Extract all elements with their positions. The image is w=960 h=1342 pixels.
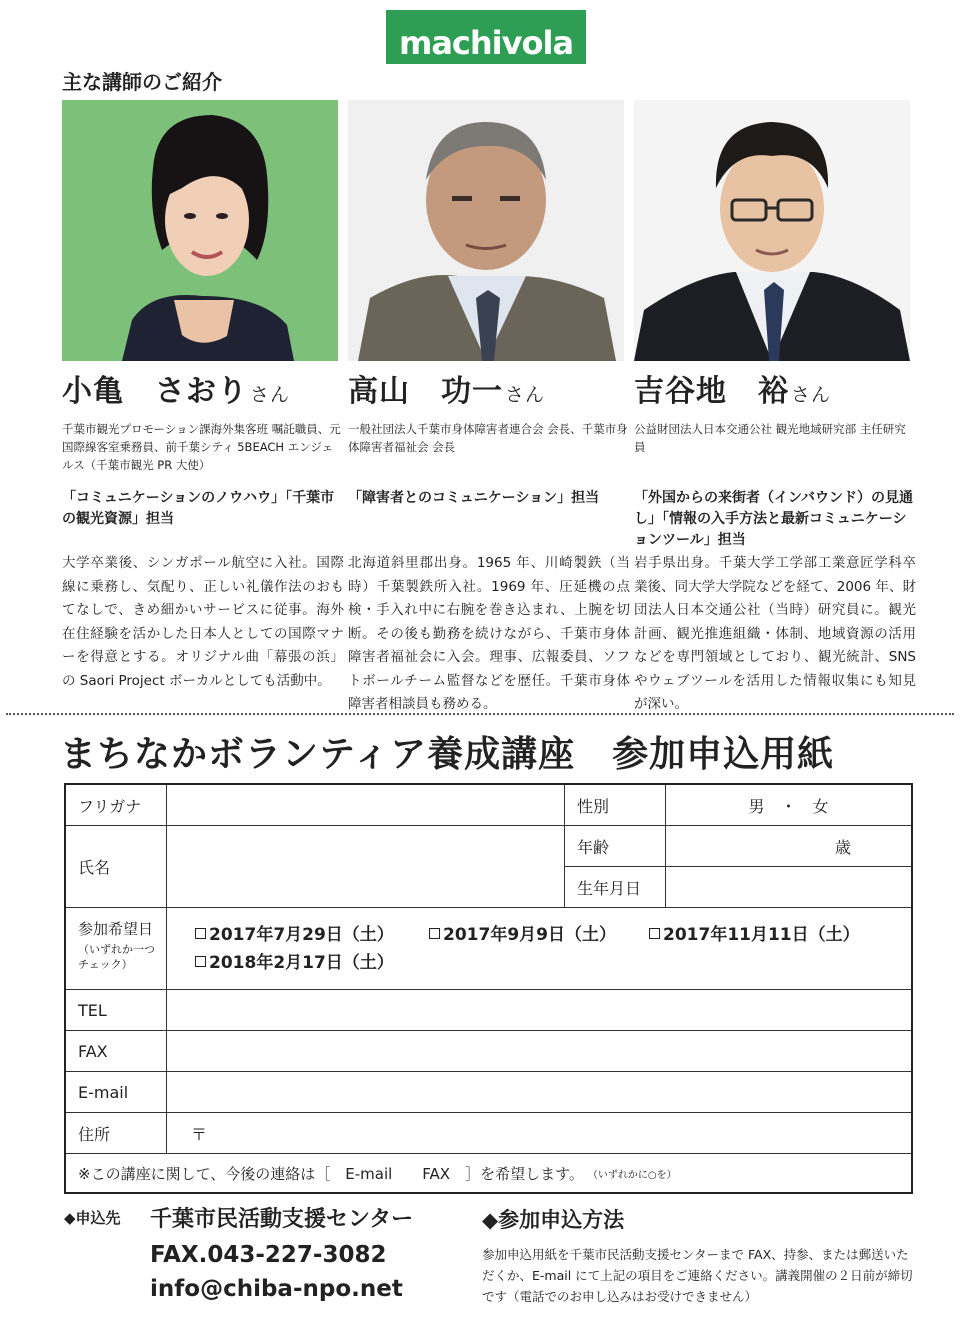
lecturer-name: 小亀 さおり さん [62,374,291,409]
lecturer-role: 「コミュニケーションのノウハウ」「千葉市の観光資源」担当 [62,490,335,527]
application-form [64,783,913,1194]
age-field[interactable] [666,826,911,867]
birthdate-field[interactable] [666,867,911,908]
dates-label: 参加希望日 [78,920,154,938]
postal-mark: 〒 [191,1124,208,1144]
org-name: 千葉市民活動支援センター [150,1207,414,1232]
address-label: 住所 [66,1113,167,1154]
lecturer-title: 一般社団法人千葉市身体障害者連合会 会長、千葉市身体障害者福祉会 会長 [348,422,628,454]
cut-line-divider [6,713,954,715]
age-label: 年齢 [565,826,666,867]
date-option-2[interactable]: 2017年9月9日（土） [429,920,616,945]
lecturer-role: 「外国からの来街者（インバウンド）の見通し」「情報の入手方法と最新コミュニケーションツール」担当 [634,490,914,548]
gender-options[interactable]: 男 ・ 女 [666,785,911,826]
contact-preference[interactable]: ※この講座に関して、今後の連絡は［ E-mail FAX ］を希望します。 （いずれかに○を） [78,1164,677,1183]
checkbox-icon [429,928,440,939]
lecturer-photo-3 [634,100,910,361]
checkbox-icon [195,928,206,939]
birthdate-label: 生年月日 [565,867,666,908]
lecturer-name: 吉谷地 裕 さん [634,374,832,409]
dates-options [167,908,911,990]
lecturer-name: 高山 功一 さん [348,374,546,409]
checkbox-icon [649,928,660,939]
fax-number: FAX.043-227-3082 [150,1242,387,1268]
email-label: E-mail [66,1072,167,1113]
method-heading: ◆参加申込方法 [482,1208,625,1232]
apply-to-label: ◆申込先 [64,1209,121,1227]
lecturer-bio: 大学卒業後、シンガポール航空に入社。国際線に乗務し、気配り、正しい礼儀作法のおもてなしで、きめ細かいサービスに従事。海外在住経験を活かした日本人としての国際マナーを得意とする。オリジナル曲「幕張の浜」の Saori Project ボーカルとしても活動中。 [62,555,344,689]
gender-label: 性別 [565,785,666,826]
date-option-3[interactable]: 2017年11月11日（土） [649,920,860,945]
date-option-4[interactable]: 2018年2月17日（土） [195,948,394,973]
furigana-field[interactable] [167,785,565,826]
address-field[interactable] [167,1113,911,1154]
dates-label-cell [66,908,167,990]
fax-field[interactable] [167,1031,911,1072]
lecturer-photo-1 [62,100,338,361]
method-text: 参加申込用紙を千葉市民活動支援センターまで FAX、持参、または郵送いただくか、E-mail にて上記の項目をご連絡ください。講義開催の２日前が締切です（電話でのお申し込みはお受けできません） [482,1247,913,1304]
lecturer-3 [634,366,916,717]
email-field[interactable] [167,1072,911,1113]
lecturer-intro-heading: 主な講師のご紹介 [62,70,222,94]
lecturer-role: 「障害者とのコミュニケーション」担当 [348,490,600,506]
contact-email[interactable]: info@chiba-npo.net [150,1276,403,1302]
lecturer-1 [62,366,344,693]
lecturer-photo-2 [348,100,624,361]
form-title: まちなかボランティア養成講座 参加申込用紙 [60,734,835,775]
name-field[interactable] [167,826,565,908]
checkbox-icon [195,956,206,967]
dates-note: （いずれか一つチェック） [78,943,155,971]
furigana-label: フリガナ [66,785,167,826]
lecturer-title: 千葉市観光プロモーション課海外集客班 嘱託職員、元国際線客室乗務員、前千葉シティ 5BEACH エンジェルス（千葉市観光 PR 大使） [62,422,341,472]
date-option-1[interactable]: 2017年7月29日（土） [195,920,394,945]
name-label: 氏名 [66,826,167,908]
lecturer-title: 公益財団法人日本交通公社 観光地域研究部 主任研究員 [634,422,906,454]
lecturer-bio: 北海道斜里郡出身。1965 年、川崎製鉄（当時）千葉製鉄所入社。1969 年、圧延機の点検・手入れ中に右腕を巻き込まれ、上腕を切断。その後も勤務を続けながら、千葉市身体障害者福祉会に入会。理事、広報委員、ソフトボールチーム監督などを歴任。千葉市身体障害者相談員も務める。 [348,555,630,712]
tel-label: TEL [66,990,167,1031]
fax-label: FAX [66,1031,167,1072]
tel-field[interactable] [167,990,911,1031]
machivola-logo: machivola [386,10,586,64]
age-unit: 歳 [834,837,851,857]
lecturer-bio: 岩手県出身。千葉大学工学部工業意匠学科卒業後、同大学大学院などを経て、2006 年、財団法人日本交通公社（当時）研究員に。観光計画、観光推進組織・体制、地域資源の活用などを専門領域としており、観光統計、SNS やウェブツールを活用した情報収集にも知見が深い。 [634,555,916,712]
lecturer-2 [348,366,630,717]
